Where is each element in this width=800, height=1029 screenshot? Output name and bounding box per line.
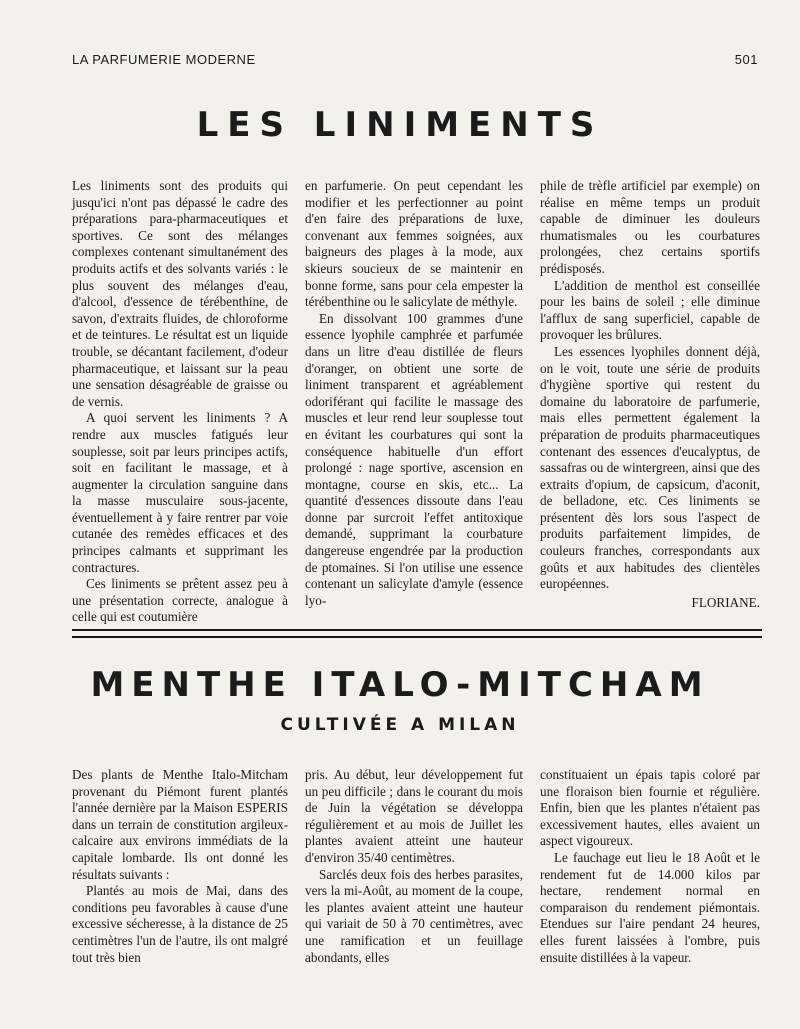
paragraph: Plantés au mois de Mai, dans des conditions peu favorables à cause d'une excessive sécheresse, à la distance de 25 centimètres l'un de l'autre, ils ont malgré tout très bien <box>72 883 288 965</box>
author-signature: FLORIANE. <box>691 594 760 610</box>
page-number: 501 <box>734 52 758 67</box>
paragraph: phile de trèfle artificiel par exemple) on réalise en même temps un produit capable de diminuer les douleurs rhumatismales ou les courbatures prolongées, chez certains sportifs prédisposés. <box>540 178 760 276</box>
article2-column-2 <box>305 767 523 966</box>
article2-column-3 <box>540 767 760 966</box>
article-title-menthe: MENTHE ITALO-MITCHAM <box>90 665 710 705</box>
paragraph: en parfumerie. On peut cependant les modifier et les perfectionner au point d'en faire des préparations de luxe, convenant aux femmes soignées, aux baigneurs des plages à la mode, aux skieurs soucieux de se maintenir en bonne forme, sans pour cela empester la térébenthine ou le salicylate de méthyle. <box>305 178 523 310</box>
paragraph: constituaient un épais tapis coloré par une floraison bien fournie et régulière. Enfin, bien que les plantes n'étaient pas excessivement hautes, elles avaient un aspect vigoureux. <box>540 767 760 849</box>
paragraph: Sarclés deux fois des herbes parasites, vers la mi-Août, au moment de la coupe, les plantes avaient atteint une hauteur qui variait de 50 à 70 centimètres, avec une ramification et un feuillage abondants, elles <box>305 866 523 965</box>
article1-column-2 <box>305 178 523 609</box>
paragraph: Le fauchage eut lieu le 18 Août et le rendement fut de 14.000 kilos par hectare, rendement normal en comparaison du rendement piémontais. Etendues sur l'aire pendant 24 heures, elles furent laissées à l'ombre, puis ensuite distillées à la vapeur. <box>540 849 760 965</box>
article1-column-1 <box>72 178 288 626</box>
paragraph: L'addition de menthol est conseillée pour les bains de soleil ; elle diminue l'afflux de sang superficiel, capable de provoquer les brûlures. <box>540 277 760 343</box>
paragraph: Des plants de Menthe Italo-Mitcham provenant du Piémont furent plantés l'année dernière par la Maison ESPERIS dans un terrain de constitution argileux-calcaire aux environs immédiats de la capitale lombarde. Ils ont donné les résultats suivants : <box>72 767 288 882</box>
paragraph: Les essences lyophiles donnent déjà, on le voit, toute une série de produits d'hygiène sportive qui restent du domaine du laboratoire de parfumerie, mais elles permettent également la préparation de produits pharmaceutiques contenant des essences d'eucalyptus, de sassafras ou de wintergreen, ainsi que des extraits d'opium, de capsicum, d'aconit, de belladone, etc. Ces liniments se présentent dès lors sous l'aspect de produits parfaitement limpides, de couleurs franches, correspondants aux goûts et aux habitudes des clientèles européennes. <box>540 343 760 592</box>
paragraph: Les liniments sont des produits qui jusqu'ici n'ont pas dépassé le cadre des préparations para-pharmaceutiques et sportives. Ce sont des mélanges complexes contenant simultanément des produits actifs et des solvants variés : le plus souvent des mélanges d'eau, d'alcool, d'essence de térébenthine, de savon, d'extraits fluides, de chloroforme et de teintures. Le résultat est un liquide trouble, se décantant facilement, d'odeur pharmaceutique, et laissant sur la peau une sensation désagréable de graisse ou de vernis. <box>72 178 288 409</box>
section-divider-bottom <box>72 636 762 638</box>
paragraph: pris. Au début, leur développement fut un peu difficile ; dans le courant du mois de Juin la végétation se développa régulièrement et au mois de Juillet les plantes avaient atteint une hauteur d'environ 35/40 centimètres. <box>305 767 523 865</box>
paragraph: En dissolvant 100 grammes d'une essence lyophile camphrée et parfumée dans un litre d'eau distillée de fleurs d'oranger, on obtient une sorte de liniment transparent et agréablement odoriférant qui facilite le massage des muscles et leur rend leur souplesse tout en évitant les courbatures qui sont la conséquence habituelle d'un effort prolongé : nage sportive, ascension en montagne, course en skis, etc... La quantité d'essences dissoute dans l'eau donne par surcroit l'effet antitoxique demandé, supprimant la courbature dangereuse engendrée par la production de ptomaines. Si l'on utilise une essence contenant un salicylate d'amyle (essence lyo- <box>305 310 523 608</box>
section-divider-top <box>72 629 762 631</box>
article-title-liniments: LES LINIMENTS <box>196 105 604 145</box>
article1-column-3 <box>540 178 760 611</box>
article-subtitle: CULTIVÉE A MILAN <box>280 715 520 735</box>
paragraph: A quoi servent les liniments ? A rendre aux muscles fatigués leur souplesse, soit par leurs principes actifs, soit en facilitant le massage, et à augmenter la circulation sanguine dans la masse musculaire sous-jacente, éventuellement à y faire rentrer par voie cutanée des remèdes efficaces et des principes calmants et supprimant les contractures. <box>72 410 288 575</box>
article2-column-1 <box>72 767 288 966</box>
page-header <box>72 52 758 72</box>
running-title: LA PARFUMERIE MODERNE <box>72 52 256 67</box>
paragraph: Ces liniments se prêtent assez peu à une présentation correcte, analogue à celle qui est coutumière <box>72 576 288 625</box>
